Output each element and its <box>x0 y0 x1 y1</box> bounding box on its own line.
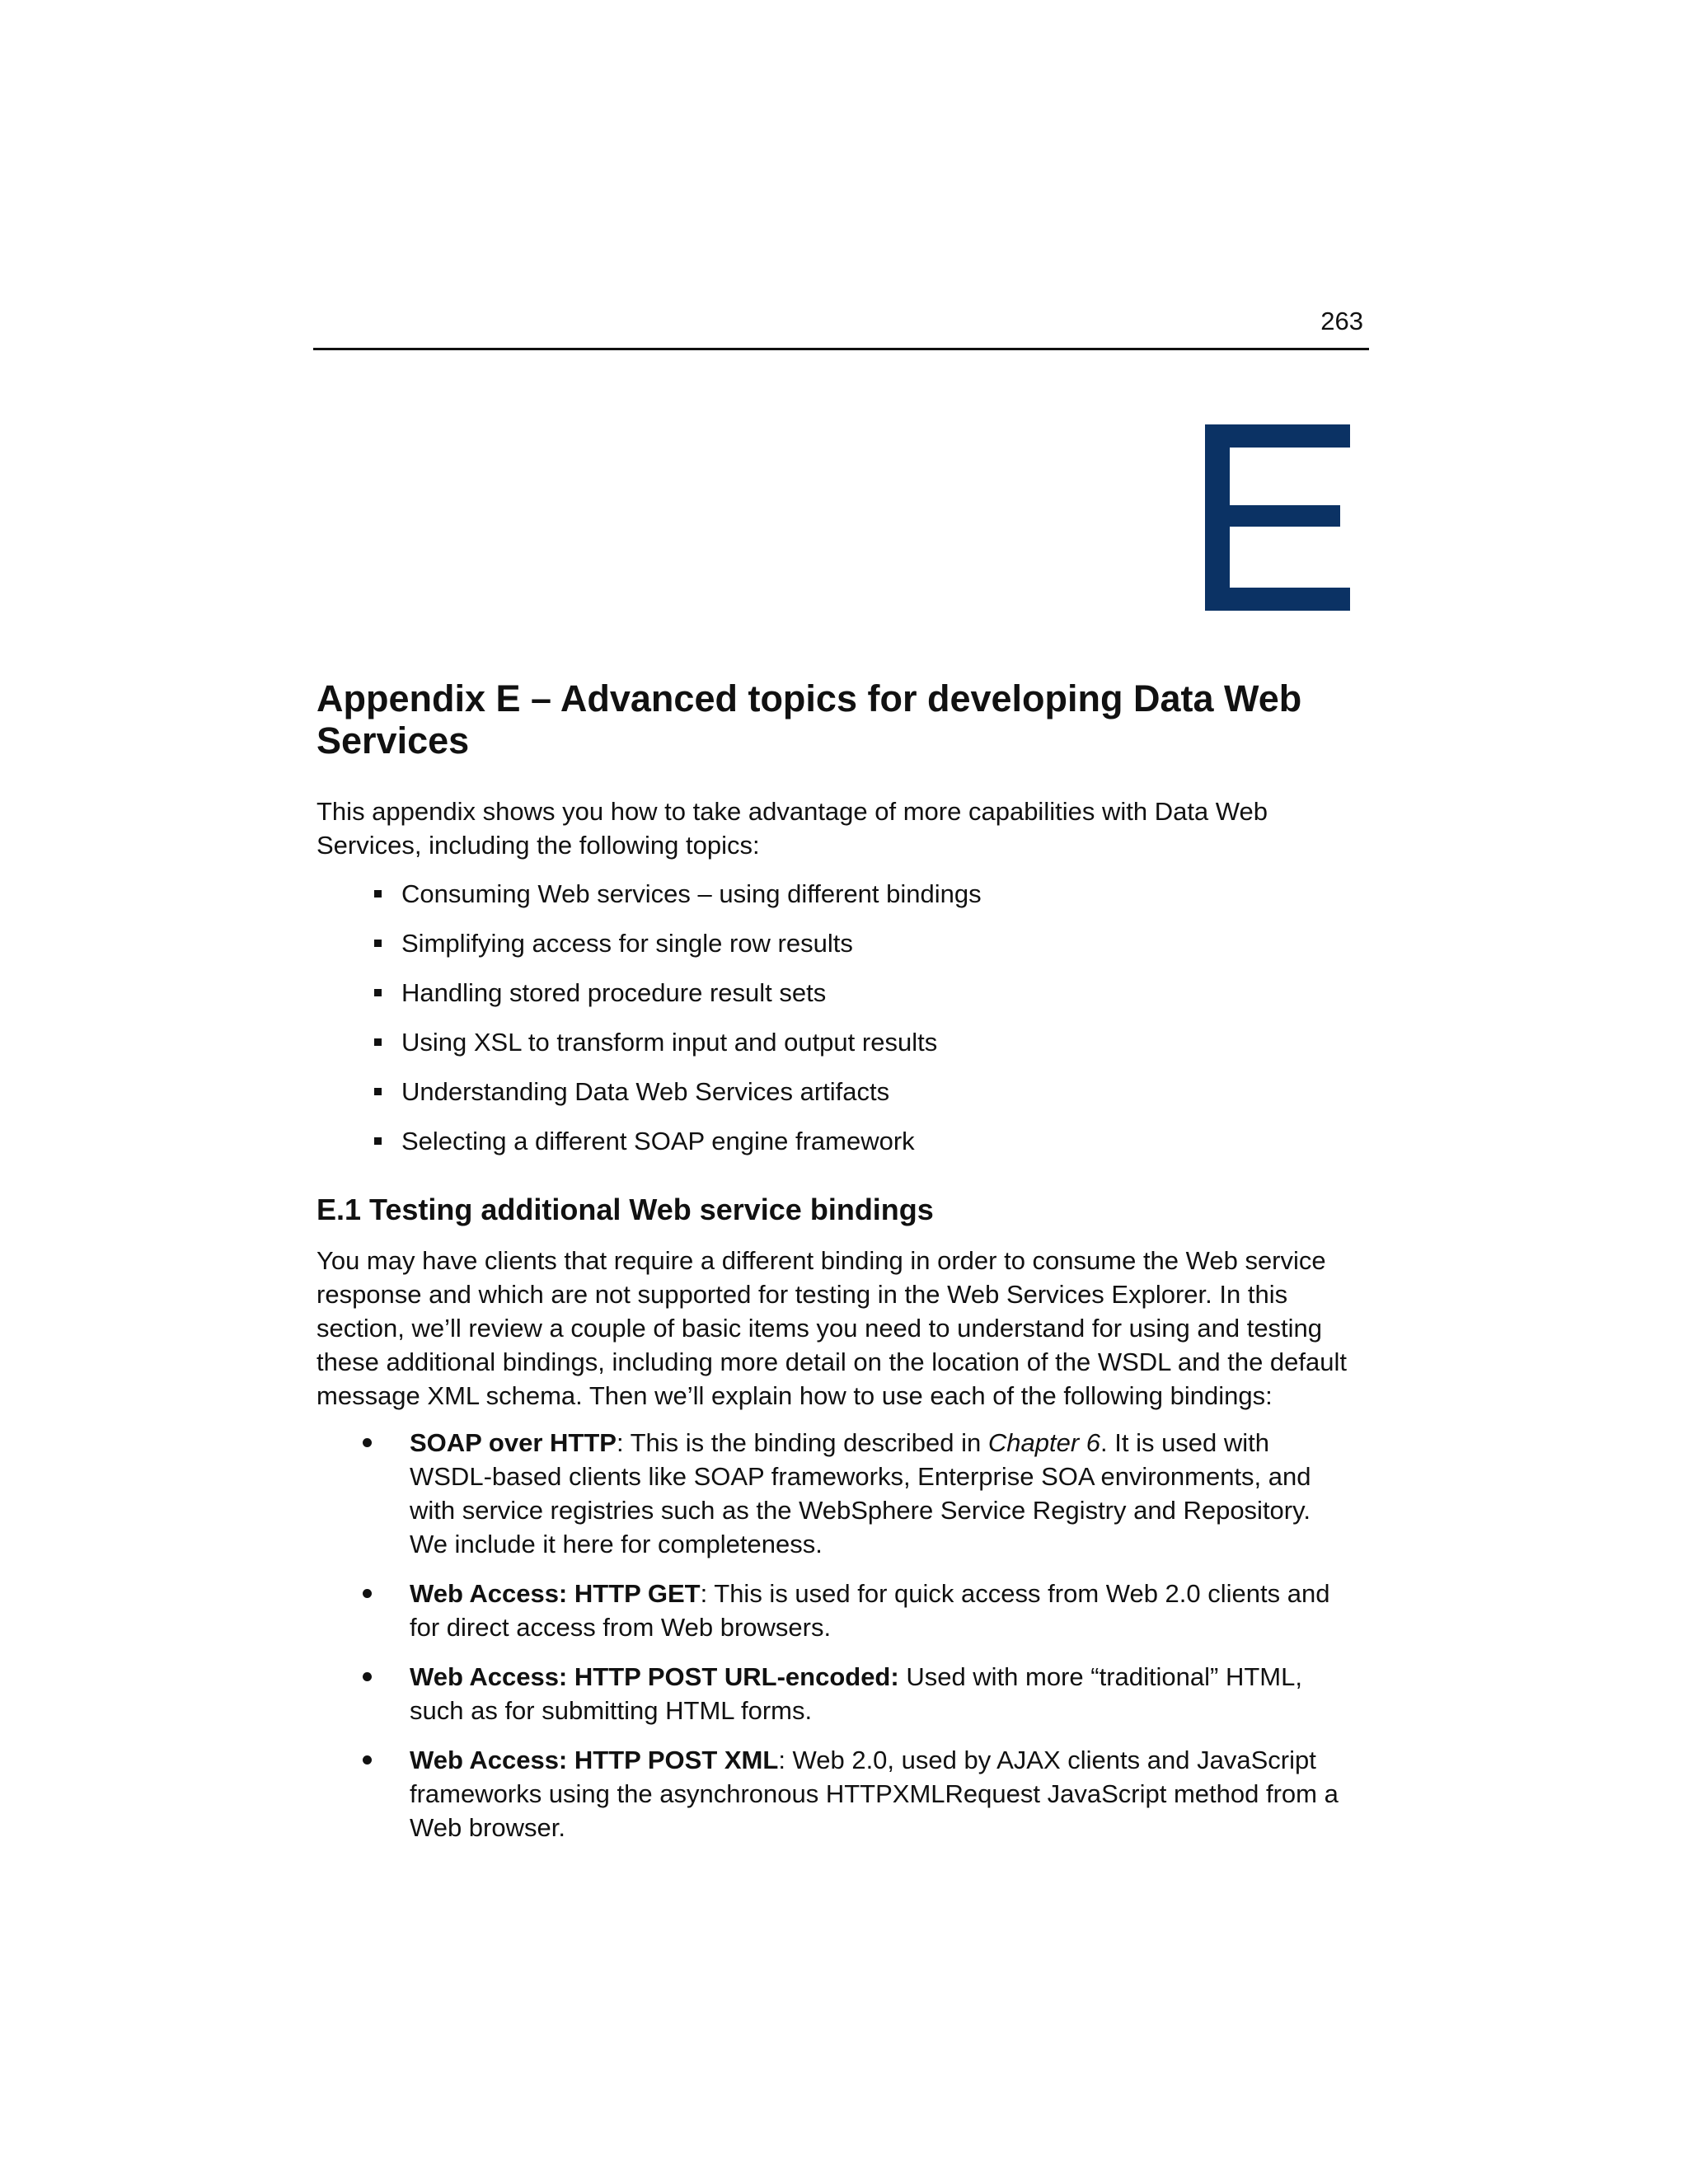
binding-text: . It is used with WSDL-based clients like SOAP frameworks, Enterprise SOA environments, and with service registries such as the WebSphere Service Registry and Repository. We include it here for completeness. <box>410 1428 1311 1558</box>
section-paragraph: You may have clients that require a different binding in order to consume the Web service response and which are not supported for testing in the Web Services Explorer. In this section, we’ll review a couple of basic items you need to understand for using and testing these additional bindings, including more detail on the location of the WSDL and the default message XML schema. Then we’ll explain how to use each of the following bindings: <box>316 1246 1348 1410</box>
topic-list-item <box>316 976 1372 1010</box>
square-bullet-icon <box>374 890 382 898</box>
round-bullet-icon <box>363 1438 372 1447</box>
square-bullet-icon <box>374 1137 382 1145</box>
chapter-letter-bottom-arm <box>1205 588 1350 611</box>
topic-list-item <box>316 877 1372 911</box>
topic-list <box>316 877 1372 1158</box>
binding-text: : This is the binding described in <box>616 1428 988 1457</box>
binding-term: SOAP over HTTP <box>410 1428 617 1457</box>
binding-term: Web Access: HTTP GET <box>410 1579 701 1608</box>
binding-term: Web Access: HTTP POST XML <box>410 1746 779 1774</box>
binding-term: Web Access: HTTP POST URL-encoded: <box>410 1662 899 1691</box>
topic-text: Understanding Data Web Services artifacts <box>401 1077 890 1106</box>
binding-list-item <box>316 1743 1372 1844</box>
binding-text: : Web 2.0, used by AJAX clients and JavaScript frameworks using the asynchronous HTTPXMLRequest JavaScript method from a Web browser. <box>410 1746 1339 1842</box>
binding-list <box>316 1426 1372 1844</box>
square-bullet-icon <box>374 1088 382 1095</box>
chapter-reference: Chapter 6 <box>987 1428 1100 1457</box>
topic-text: Handling stored procedure result sets <box>401 978 827 1007</box>
topic-list-item <box>316 1075 1372 1108</box>
section-heading: E.1 Testing additional Web service bindings <box>316 1193 934 1226</box>
chapter-letter-top-arm <box>1205 424 1350 448</box>
topic-text: Selecting a different SOAP engine framework <box>401 1127 915 1155</box>
square-bullet-icon <box>374 940 382 947</box>
chapter-letter-middle-arm <box>1205 505 1340 527</box>
binding-list-item <box>316 1577 1372 1644</box>
page-body <box>316 677 1372 1860</box>
page-number: 263 <box>1320 307 1363 335</box>
round-bullet-icon <box>363 1589 372 1598</box>
topic-text: Using XSL to transform input and output results <box>401 1028 938 1057</box>
topic-text: Consuming Web services – using different bindings <box>401 879 982 908</box>
square-bullet-icon <box>374 1038 382 1046</box>
appendix-title: Appendix E – Advanced topics for developing Data Web Services <box>316 677 1302 762</box>
topic-list-item <box>316 926 1372 960</box>
binding-text: : This is used for quick access from Web 2.0 clients and for direct access from Web browsers. <box>410 1579 1330 1642</box>
topic-list-item <box>316 1124 1372 1158</box>
topic-list-item <box>316 1025 1372 1059</box>
square-bullet-icon <box>374 989 382 996</box>
topic-text: Simplifying access for single row results <box>401 929 853 958</box>
header-rule <box>313 348 1369 350</box>
chapter-letter-graphic <box>1205 424 1350 611</box>
binding-text: Used with more “traditional” HTML, such as for submitting HTML forms. <box>410 1662 1302 1725</box>
round-bullet-icon <box>363 1755 372 1765</box>
intro-paragraph: This appendix shows you how to take advantage of more capabilities with Data Web Services, including the following topics: <box>316 797 1268 860</box>
binding-list-item <box>316 1660 1372 1727</box>
binding-list-item <box>316 1426 1372 1561</box>
round-bullet-icon <box>363 1672 372 1681</box>
